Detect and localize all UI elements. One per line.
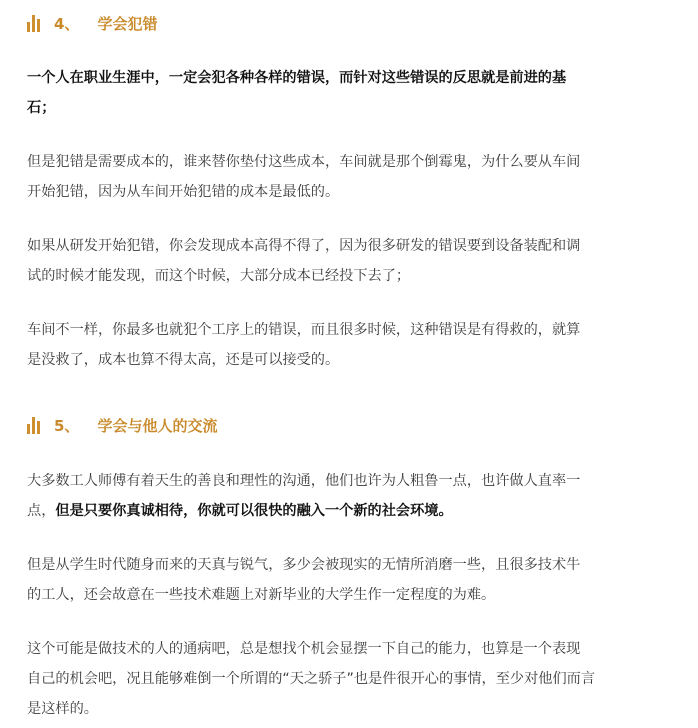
bar-chart-icon — [27, 15, 45, 32]
paragraph-line — [27, 496, 675, 526]
emphasized-text: 但是只要你真诚相待，你就可以很快的融入一个新的社会环境。 — [55, 503, 453, 519]
paragraph — [27, 315, 675, 375]
paragraph-line: 石； — [27, 100, 56, 116]
bar-chart-icon — [27, 417, 45, 434]
paragraph — [27, 231, 675, 291]
section-title: 学会犯错 — [97, 14, 158, 33]
paragraph — [27, 63, 675, 123]
paragraph-line: 试的时候才能发现，而这个时候，大部分成本已经投下去了； — [27, 268, 411, 284]
section-title: 学会与他人的交流 — [97, 416, 218, 435]
paragraph-line: 如果从研发开始犯错，你会发现成本高得不得了，因为很多研发的错误要到设备装配和调 — [27, 238, 581, 254]
paragraph — [27, 147, 675, 207]
paragraph-line: 一个人在职业生涯中，一定会犯各种各样的错误，而针对这些错误的反思就是前进的基 — [27, 70, 567, 86]
paragraph — [27, 550, 675, 610]
paragraph-line: 但是从学生时代随身而来的天真与锐气，多少会被现实的无情所消磨一些，且很多技术牛 — [27, 557, 581, 573]
paragraph-text: 点， — [27, 503, 56, 519]
paragraph-line: 自己的机会吧，况且能够难倒一个所谓的“天之骄子”也是件很开心的事情，至少对他们而言 — [27, 671, 596, 687]
paragraph-line: 大多数工人师傅有着天生的善良和理性的沟通，他们也许为人粗鲁一点，也许做人直率一 — [27, 473, 581, 489]
section-number: 5、 — [54, 416, 80, 435]
paragraph — [27, 634, 675, 724]
paragraph-line: 但是犯错是需要成本的，谁来替你垫付这些成本，车间就是那个倒霉鬼，为什么要从车间 — [27, 154, 581, 170]
section-heading-4 — [27, 11, 157, 35]
paragraph-line: 的工人，还会故意在一些技术难题上对新毕业的大学生作一定程度的为难。 — [27, 587, 496, 603]
paragraph-line: 车间不一样，你最多也就犯个工序上的错误，而且很多时候，这种错误是有得救的，就算 — [27, 322, 581, 338]
section-number: 4、 — [54, 14, 80, 33]
paragraph-line: 这个可能是做技术的人的通病吧，总是想找个机会显摆一下自己的能力，也算是一个表现 — [27, 641, 581, 657]
paragraph-line: 是这样的。 — [27, 701, 98, 717]
paragraph — [27, 466, 675, 526]
paragraph-line: 是没救了，成本也算不得太高，还是可以接受的。 — [27, 352, 340, 368]
paragraph-line: 开始犯错，因为从车间开始犯错的成本是最低的。 — [27, 184, 340, 200]
section-heading-5 — [27, 413, 217, 437]
